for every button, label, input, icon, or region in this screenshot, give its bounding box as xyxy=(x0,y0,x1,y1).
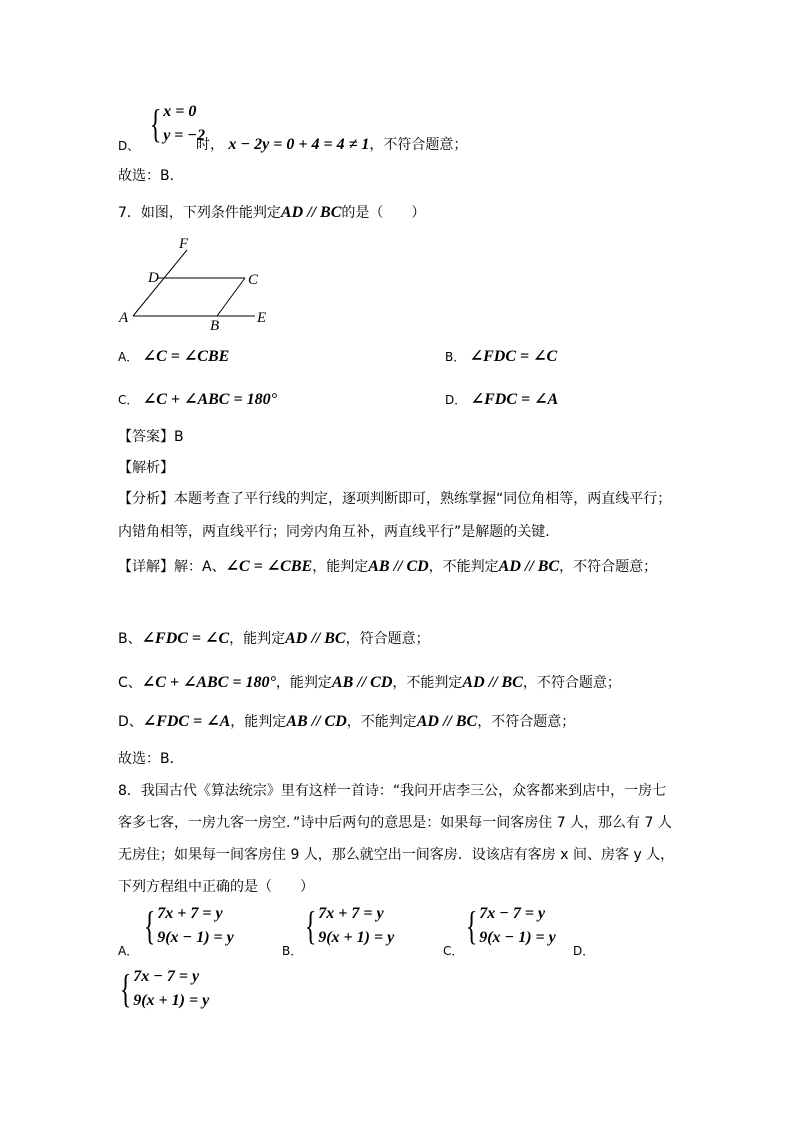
brace: { xyxy=(149,101,162,146)
math: AD // BC xyxy=(462,674,523,691)
equation-system xyxy=(462,902,556,950)
conclusion: 故选：B． xyxy=(118,168,184,184)
text: ，能判定 xyxy=(230,714,287,730)
option-label: C． xyxy=(443,944,464,958)
point-label: E xyxy=(257,310,267,326)
equation: 9(x − 1) = y xyxy=(479,929,556,946)
question-8-text: 无房住；如果每一间客房住 9 人，那么就空出一间客房．设该店有客房 x 间、房客 y 人， xyxy=(118,847,675,863)
answer: 【答案】B xyxy=(118,429,184,445)
text: ，不符合题意； xyxy=(559,559,658,575)
point-label: C xyxy=(248,272,259,288)
math: ∠C = ∠CBE xyxy=(142,348,230,365)
option-label: B． xyxy=(445,350,466,364)
text: 7．如图，下列条件能判定 xyxy=(118,205,281,221)
option-label: B． xyxy=(282,944,303,958)
point-label: A xyxy=(119,310,129,326)
math: ∠C + ∠ABC = 180° xyxy=(141,674,276,691)
equation: 7x − 7 = y xyxy=(133,968,200,985)
equation: 7x + 7 = y xyxy=(318,905,384,922)
option-c xyxy=(118,389,277,409)
equation: 9(x + 1) = y xyxy=(133,992,210,1009)
text: ，不符合题意； xyxy=(477,714,576,730)
option-label: A． xyxy=(118,944,139,958)
point-label: D xyxy=(148,270,159,286)
math: AD // BC xyxy=(280,204,342,221)
math: AD // BC xyxy=(285,630,346,647)
brace: { xyxy=(119,966,132,1011)
analysis-text: 【分析】本题考查了平行线的判定，逐项判断即可，熟练掌握“同位角相等，两直线平行； xyxy=(118,491,672,507)
math: ∠C = ∠CBE xyxy=(225,558,313,575)
question-8-text: 客多七客，一房九客一房空．”诗中后两句的意思是：如果每一间客房住 7 人，那么有 7 人 xyxy=(118,815,672,831)
text: ，能判定 xyxy=(312,559,369,575)
point-label: F xyxy=(179,236,189,252)
math: ∠FDC = ∠C xyxy=(141,630,230,647)
detail-line xyxy=(118,628,430,648)
equation-system xyxy=(116,965,209,1013)
brace: { xyxy=(465,903,478,948)
option-label: D． xyxy=(445,393,467,407)
equation: x = 0 xyxy=(163,103,197,120)
text: 的是（ ） xyxy=(341,205,426,221)
text: ，不能判定 xyxy=(346,714,417,730)
option-label: D． xyxy=(573,944,595,958)
brace: { xyxy=(304,903,317,948)
text: ，不能判定 xyxy=(392,675,463,691)
text: 时， xyxy=(196,137,224,153)
math: ∠FDC = ∠A xyxy=(470,391,559,408)
equation-system xyxy=(140,902,234,950)
text: ，能判定 xyxy=(275,675,332,691)
math: AB // CD xyxy=(286,713,347,730)
text: ，能判定 xyxy=(229,631,286,647)
option-a xyxy=(118,346,229,366)
detail-line xyxy=(118,711,575,731)
text: 【详解】解：A、 xyxy=(118,559,226,575)
math: ∠C + ∠ABC = 180° xyxy=(142,391,277,408)
math: AB // CD xyxy=(368,558,429,575)
equation: 9(x − 1) = y xyxy=(157,929,234,946)
analysis-heading: 【解析】 xyxy=(118,460,174,476)
text: D、 xyxy=(118,714,143,730)
equation: 7x − 7 = y xyxy=(479,905,546,922)
conclusion: 故选：B． xyxy=(118,751,184,767)
question-7-stem xyxy=(118,202,425,222)
math: x − 2y = 0 + 4 = 4 ≠ 1 xyxy=(228,136,370,153)
equation: 7x + 7 = y xyxy=(157,905,223,922)
equation: 9(x + 1) = y xyxy=(318,929,395,946)
text: ，不符合题意； xyxy=(369,137,468,153)
text: ，不符合题意； xyxy=(522,675,621,691)
math: ∠FDC = ∠C xyxy=(469,348,558,365)
analysis-text: 内错角相等，两直线平行；同旁内角互补，两直线平行”是解题的关键． xyxy=(118,524,560,540)
text: ，符合题意； xyxy=(345,631,430,647)
math: ∠FDC = ∠A xyxy=(142,713,231,730)
geometry-figure xyxy=(115,232,275,334)
equation-system xyxy=(301,902,394,950)
point-label: B xyxy=(210,318,220,334)
question-8-text: 下列方程组中正确的是（ ） xyxy=(118,879,314,895)
math: AB // CD xyxy=(331,674,393,691)
text: ，不能判定 xyxy=(428,559,499,575)
option-b xyxy=(445,346,557,366)
option-label: D、 xyxy=(118,139,140,153)
detail-line xyxy=(118,672,621,692)
option-label: A． xyxy=(118,350,139,364)
detail-line xyxy=(118,556,657,576)
math: AD // BC xyxy=(498,558,560,575)
text: B、 xyxy=(118,631,142,647)
brace: { xyxy=(143,903,156,948)
question-8-text: 8．我国古代《算法统宗》里有这样一首诗：“我问开店李三公，众客都来到店中，一房七 xyxy=(118,783,667,799)
text: C、 xyxy=(118,675,142,691)
option-label: C． xyxy=(118,393,139,407)
option-d xyxy=(445,389,558,409)
math: AD // BC xyxy=(416,713,478,730)
equation: y = −2 xyxy=(163,127,206,144)
